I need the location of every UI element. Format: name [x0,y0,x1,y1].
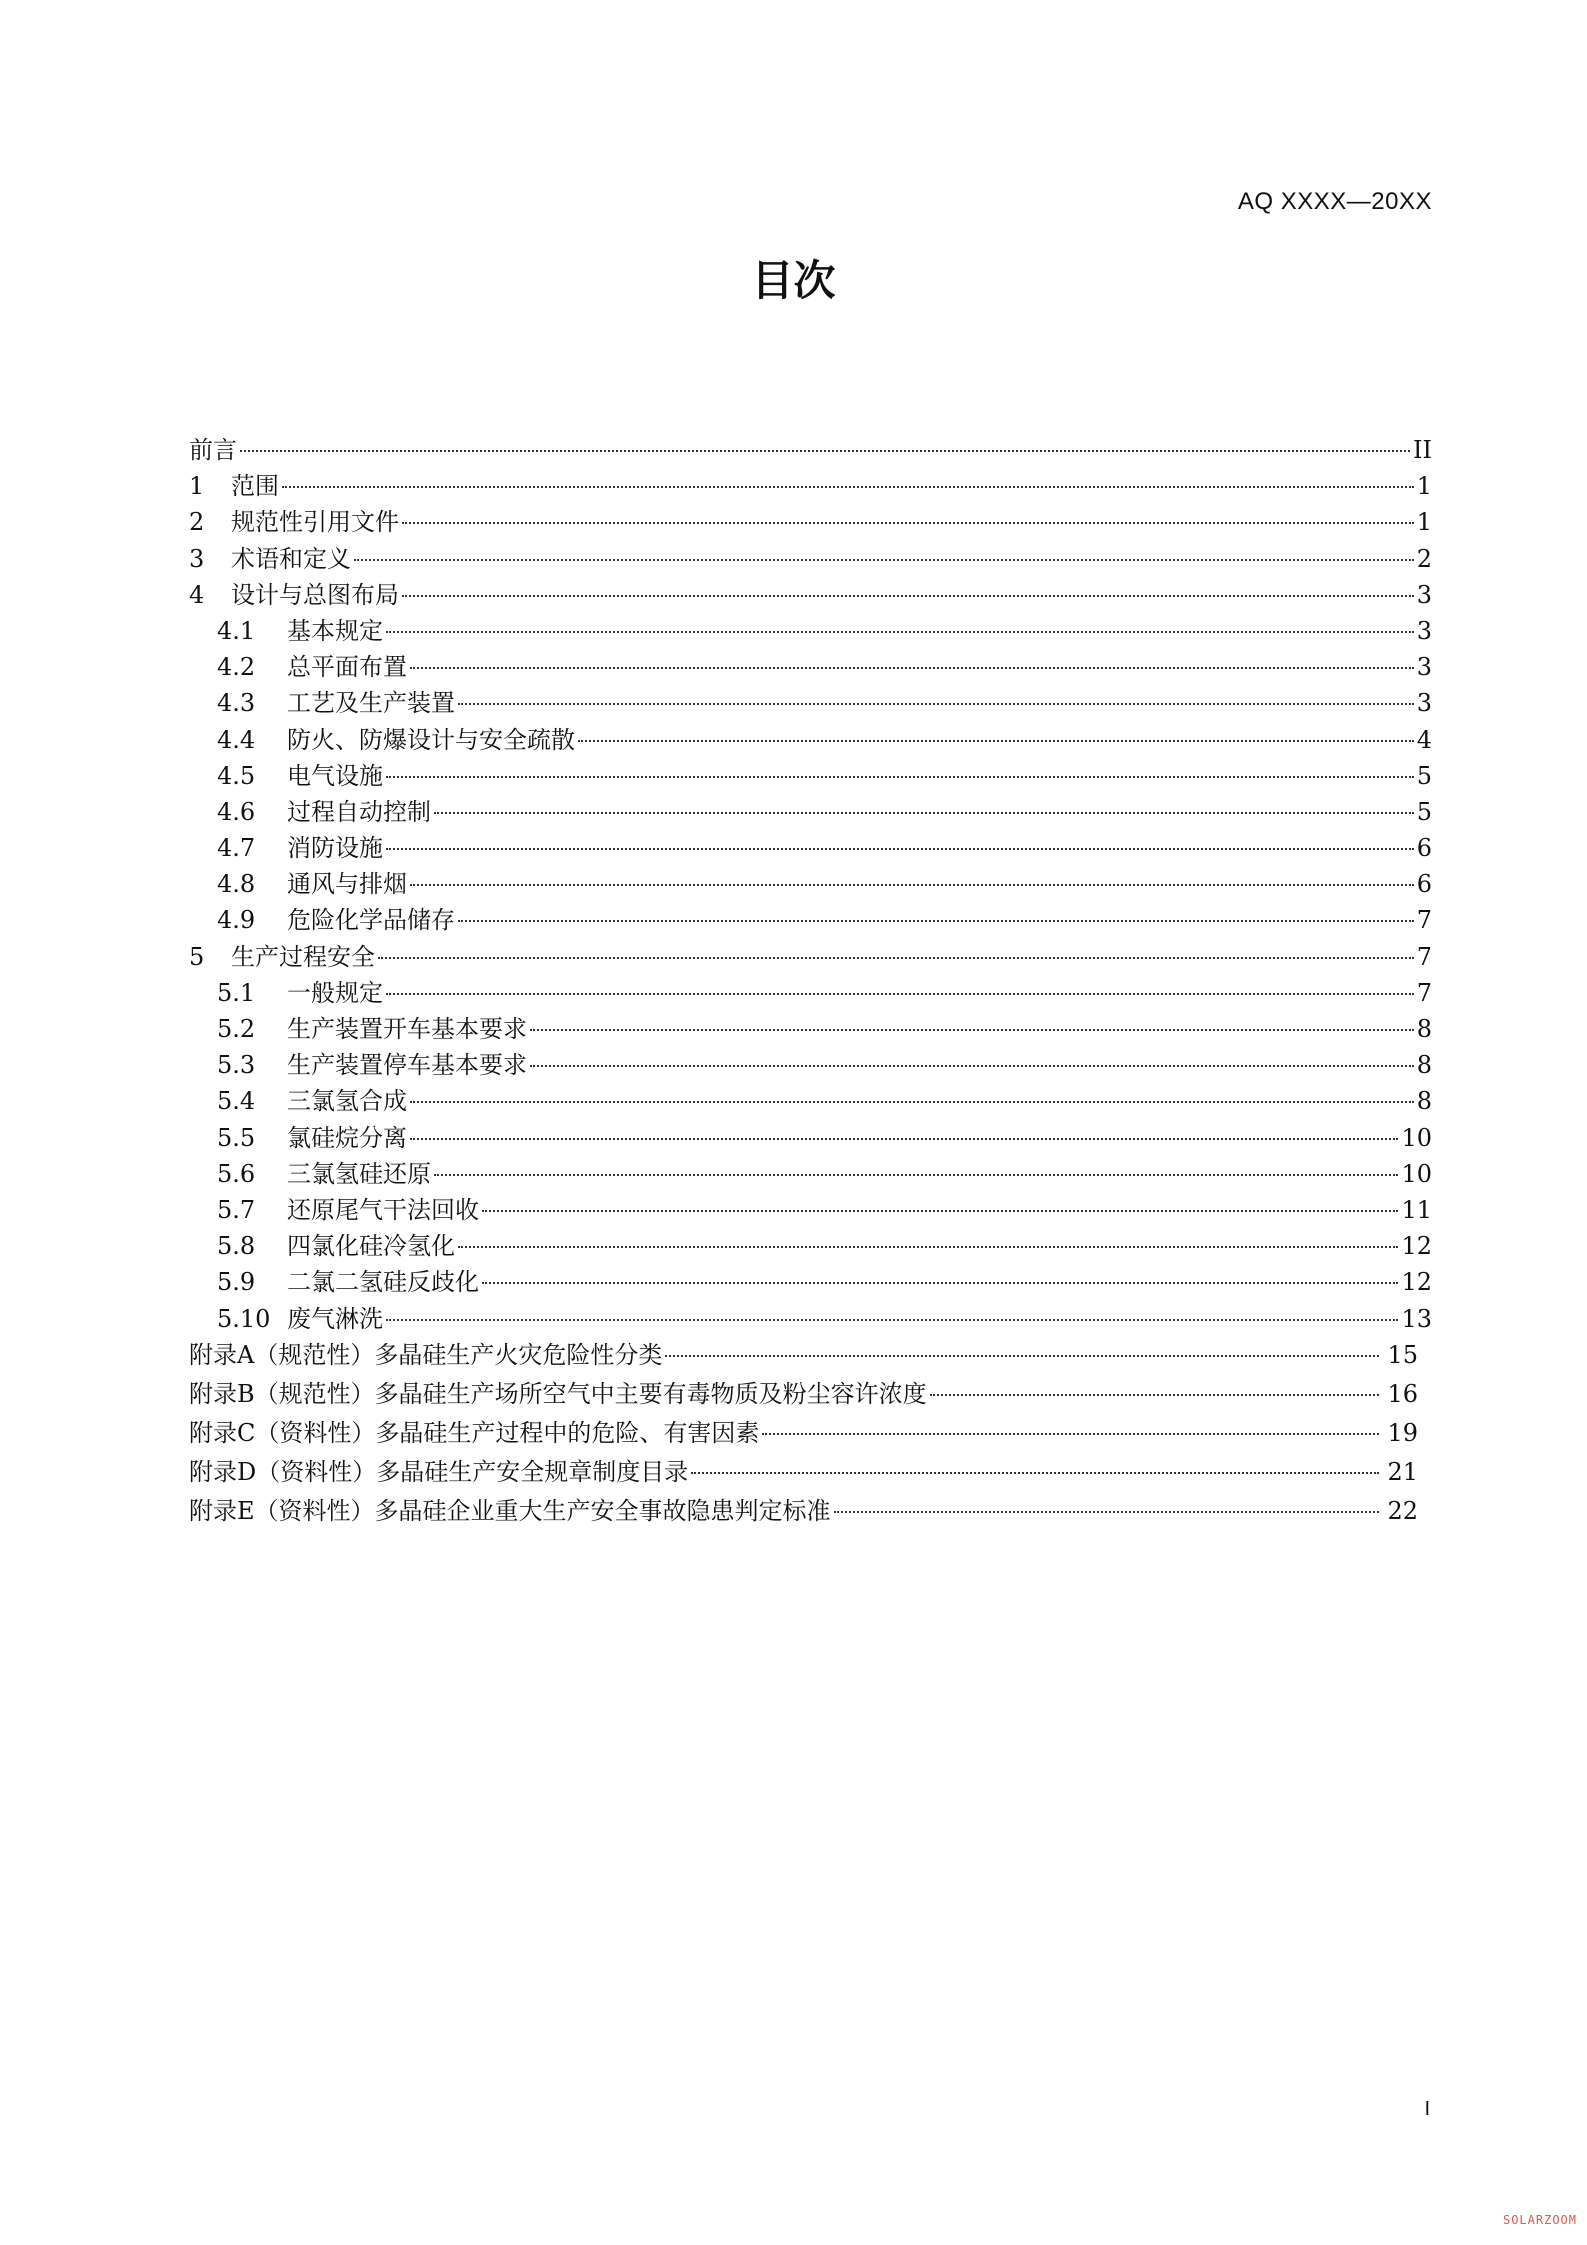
toc-dot-leader [402,595,1414,597]
toc-entry-page: 4 [1416,725,1432,754]
toc-entry-title: 三氯氢合成 [287,1087,407,1116]
toc-entry-page: 3 [1416,616,1432,645]
toc-entry-page: 1 [1416,508,1432,537]
toc-entry[interactable] [189,1047,1432,1083]
toc-entry-page: 3 [1416,689,1432,718]
toc-entry-page: 5 [1416,761,1432,790]
toc-entry-title: 过程自动控制 [287,797,431,826]
toc-entry[interactable] [189,794,1432,830]
toc-entry-number: 5.7 [217,1195,256,1224]
toc-entry-page: 10 [1401,1123,1432,1152]
toc-entry-page: 8 [1416,1051,1432,1080]
toc-dot-leader [410,1138,1398,1140]
toc-entry[interactable] [189,1192,1432,1228]
toc-entry-title: 附录C（资料性）多晶硅生产过程中的危险、有害因素 [189,1418,760,1447]
toc-entry-page: II [1413,436,1432,464]
toc-entry[interactable] [189,504,1432,540]
toc-entry-page: 7 [1416,978,1432,1007]
toc-entry-page: 12 [1401,1268,1432,1297]
toc-entry-title: 还原尾气干法回收 [287,1195,479,1224]
toc-entry-title: 废气淋洗 [287,1304,383,1333]
toc-dot-leader [402,522,1414,524]
toc-dot-leader [530,1065,1414,1067]
toc-dot-leader [482,1210,1398,1212]
toc-dot-leader [386,993,1414,995]
toc-entry-title: 一般规定 [287,978,383,1007]
document-code: AQ XXXX—20XX [1237,188,1432,215]
toc-entry-title: 附录A（规范性）多晶硅生产火灾危险性分类 [189,1340,663,1369]
toc-entry-number: 4 [189,580,205,609]
toc-entry[interactable] [189,1376,1432,1415]
toc-entry-title: 范围 [231,472,279,501]
toc-entry-title: 附录B（规范性）多晶硅生产场所空气中主要有毒物质及粉尘容许浓度 [189,1379,927,1408]
toc-entry[interactable] [189,1493,1432,1532]
toc-entry-number: 5.4 [217,1087,256,1116]
toc-entry[interactable] [189,1011,1432,1047]
toc-entry-title: 设计与总图布局 [231,580,399,609]
toc-entry-page: 8 [1416,1087,1432,1116]
toc-dot-leader [410,1101,1414,1103]
toc-entry-number: 5.5 [217,1123,256,1152]
toc-entry-page: 1 [1416,472,1432,501]
toc-dot-leader [458,703,1414,705]
toc-entry-number: 4.8 [217,870,256,899]
toc-entry-title: 四氯化硅冷氢化 [287,1232,455,1261]
toc-dot-leader [665,1355,1379,1357]
toc-entry-number: 4.7 [217,834,256,863]
toc-entry-title: 工艺及生产装置 [287,689,455,718]
toc-dot-leader [530,1029,1414,1031]
toc-dot-leader [434,812,1414,814]
toc-entry-title: 二氯二氢硅反歧化 [287,1268,479,1297]
toc-entry-title: 附录D（资料性）多晶硅生产安全规章制度目录 [189,1457,689,1486]
toc-entry-page: 16 [1387,1379,1418,1408]
toc-entry-page: 3 [1416,653,1432,682]
toc-entry[interactable] [189,577,1432,613]
toc-entry-title: 基本规定 [287,616,383,645]
toc-entry[interactable] [189,1454,1432,1493]
toc-entry[interactable] [189,975,1432,1011]
page-title: 目次 [751,256,836,305]
toc-entry[interactable] [189,613,1432,649]
toc-dot-leader [578,740,1414,742]
toc-entry[interactable] [189,1415,1432,1454]
toc-entry-title: 消防设施 [287,834,383,863]
toc-entry-number: 5.3 [217,1051,256,1080]
toc-entry-title: 通风与排烟 [287,870,407,899]
toc-entry[interactable] [189,866,1432,902]
table-of-contents [189,432,1432,1532]
toc-dot-leader [378,957,1414,959]
toc-entry-number: 5 [189,942,205,971]
toc-entry-title: 前言 [189,436,237,464]
toc-entry[interactable] [189,1120,1432,1156]
toc-entry-page: 10 [1401,1159,1432,1188]
toc-entry-page: 21 [1387,1457,1418,1486]
toc-dot-leader [386,1319,1398,1321]
toc-entry-number: 3 [189,544,205,573]
toc-entry-page: 11 [1401,1195,1432,1224]
toc-entry[interactable] [189,1337,1432,1376]
toc-entry-page: 6 [1416,834,1432,863]
toc-entry-number: 4.6 [217,797,256,826]
toc-entry-page: 19 [1387,1418,1418,1447]
toc-dot-leader [434,1174,1398,1176]
toc-entry-number: 5.10 [217,1304,271,1333]
toc-dot-leader [834,1511,1380,1513]
toc-entry-title: 总平面布置 [287,653,407,682]
toc-entry[interactable] [189,468,1432,504]
toc-entry-title: 术语和定义 [231,544,351,573]
watermark: SOLARZOOM [1502,2213,1577,2227]
toc-entry-number: 5.2 [217,1015,256,1043]
toc-entry[interactable] [189,649,1432,685]
toc-entry-title: 危险化学品储存 [287,906,455,935]
toc-dot-leader [386,776,1414,778]
toc-dot-leader [410,884,1414,886]
toc-dot-leader [240,450,1410,452]
toc-entry-title: 三氯氢硅还原 [287,1159,431,1188]
toc-dot-leader [354,559,1414,561]
toc-entry-page: 7 [1416,906,1432,935]
toc-entry-page: 5 [1416,797,1432,826]
toc-dot-leader [458,1246,1398,1248]
toc-dot-leader [282,486,1414,488]
toc-entry-page: 8 [1416,1015,1432,1043]
toc-dot-leader [386,848,1414,850]
toc-entry-number: 5.8 [217,1232,256,1261]
toc-entry-number: 4.2 [217,653,256,682]
toc-entry-number: 5.6 [217,1159,256,1188]
toc-entry-page: 12 [1401,1232,1432,1261]
toc-entry-number: 4.4 [217,725,256,754]
toc-dot-leader [410,667,1414,669]
toc-dot-leader [482,1282,1398,1284]
toc-entry-number: 5.1 [217,978,256,1007]
toc-entry[interactable] [189,830,1432,866]
toc-entry-title: 规范性引用文件 [231,508,399,537]
toc-entry-page: 15 [1387,1340,1418,1369]
toc-entry-number: 4.9 [217,906,256,935]
toc-entry-number: 4.5 [217,761,256,790]
toc-entry-title: 生产过程安全 [231,942,375,971]
toc-entry-number: 2 [189,508,205,537]
toc-dot-leader [458,920,1414,922]
toc-entry[interactable] [189,758,1432,794]
toc-entry[interactable] [189,1228,1432,1264]
toc-entry[interactable] [189,1301,1432,1337]
toc-dot-leader [762,1433,1379,1435]
toc-entry[interactable] [189,1156,1432,1192]
toc-entry[interactable] [189,432,1432,468]
toc-entry[interactable] [189,1264,1432,1300]
toc-dot-leader [930,1394,1380,1396]
toc-entry-page: 2 [1416,544,1432,573]
toc-entry[interactable] [189,541,1432,577]
toc-entry-title: 氯硅烷分离 [287,1123,407,1152]
toc-entry-title: 附录E（资料性）多晶硅企业重大生产安全事故隐患判定标准 [189,1496,831,1525]
toc-entry-title: 电气设施 [287,761,383,790]
toc-entry-number: 4.3 [217,689,256,718]
toc-entry[interactable] [189,1083,1432,1119]
toc-dot-leader [386,631,1414,633]
toc-entry[interactable] [189,685,1432,721]
toc-entry-number: 4.1 [217,616,256,645]
toc-entry-page: 6 [1416,870,1432,899]
toc-entry-number: 1 [189,472,205,501]
toc-entry-page: 7 [1416,942,1432,971]
toc-entry-number: 5.9 [217,1268,256,1297]
toc-entry-title: 生产装置停车基本要求 [287,1051,527,1080]
toc-entry[interactable] [189,722,1432,758]
toc-entry[interactable] [189,939,1432,975]
toc-entry-page: 13 [1401,1304,1432,1333]
toc-entry-page: 3 [1416,580,1432,609]
toc-entry-title: 防火、防爆设计与安全疏散 [287,725,575,754]
toc-dot-leader [691,1472,1379,1474]
toc-entry-title: 生产装置开车基本要求 [287,1015,527,1043]
toc-entry-page: 22 [1387,1496,1418,1525]
page-number: I [1424,2098,1430,2120]
toc-entry[interactable] [189,902,1432,938]
